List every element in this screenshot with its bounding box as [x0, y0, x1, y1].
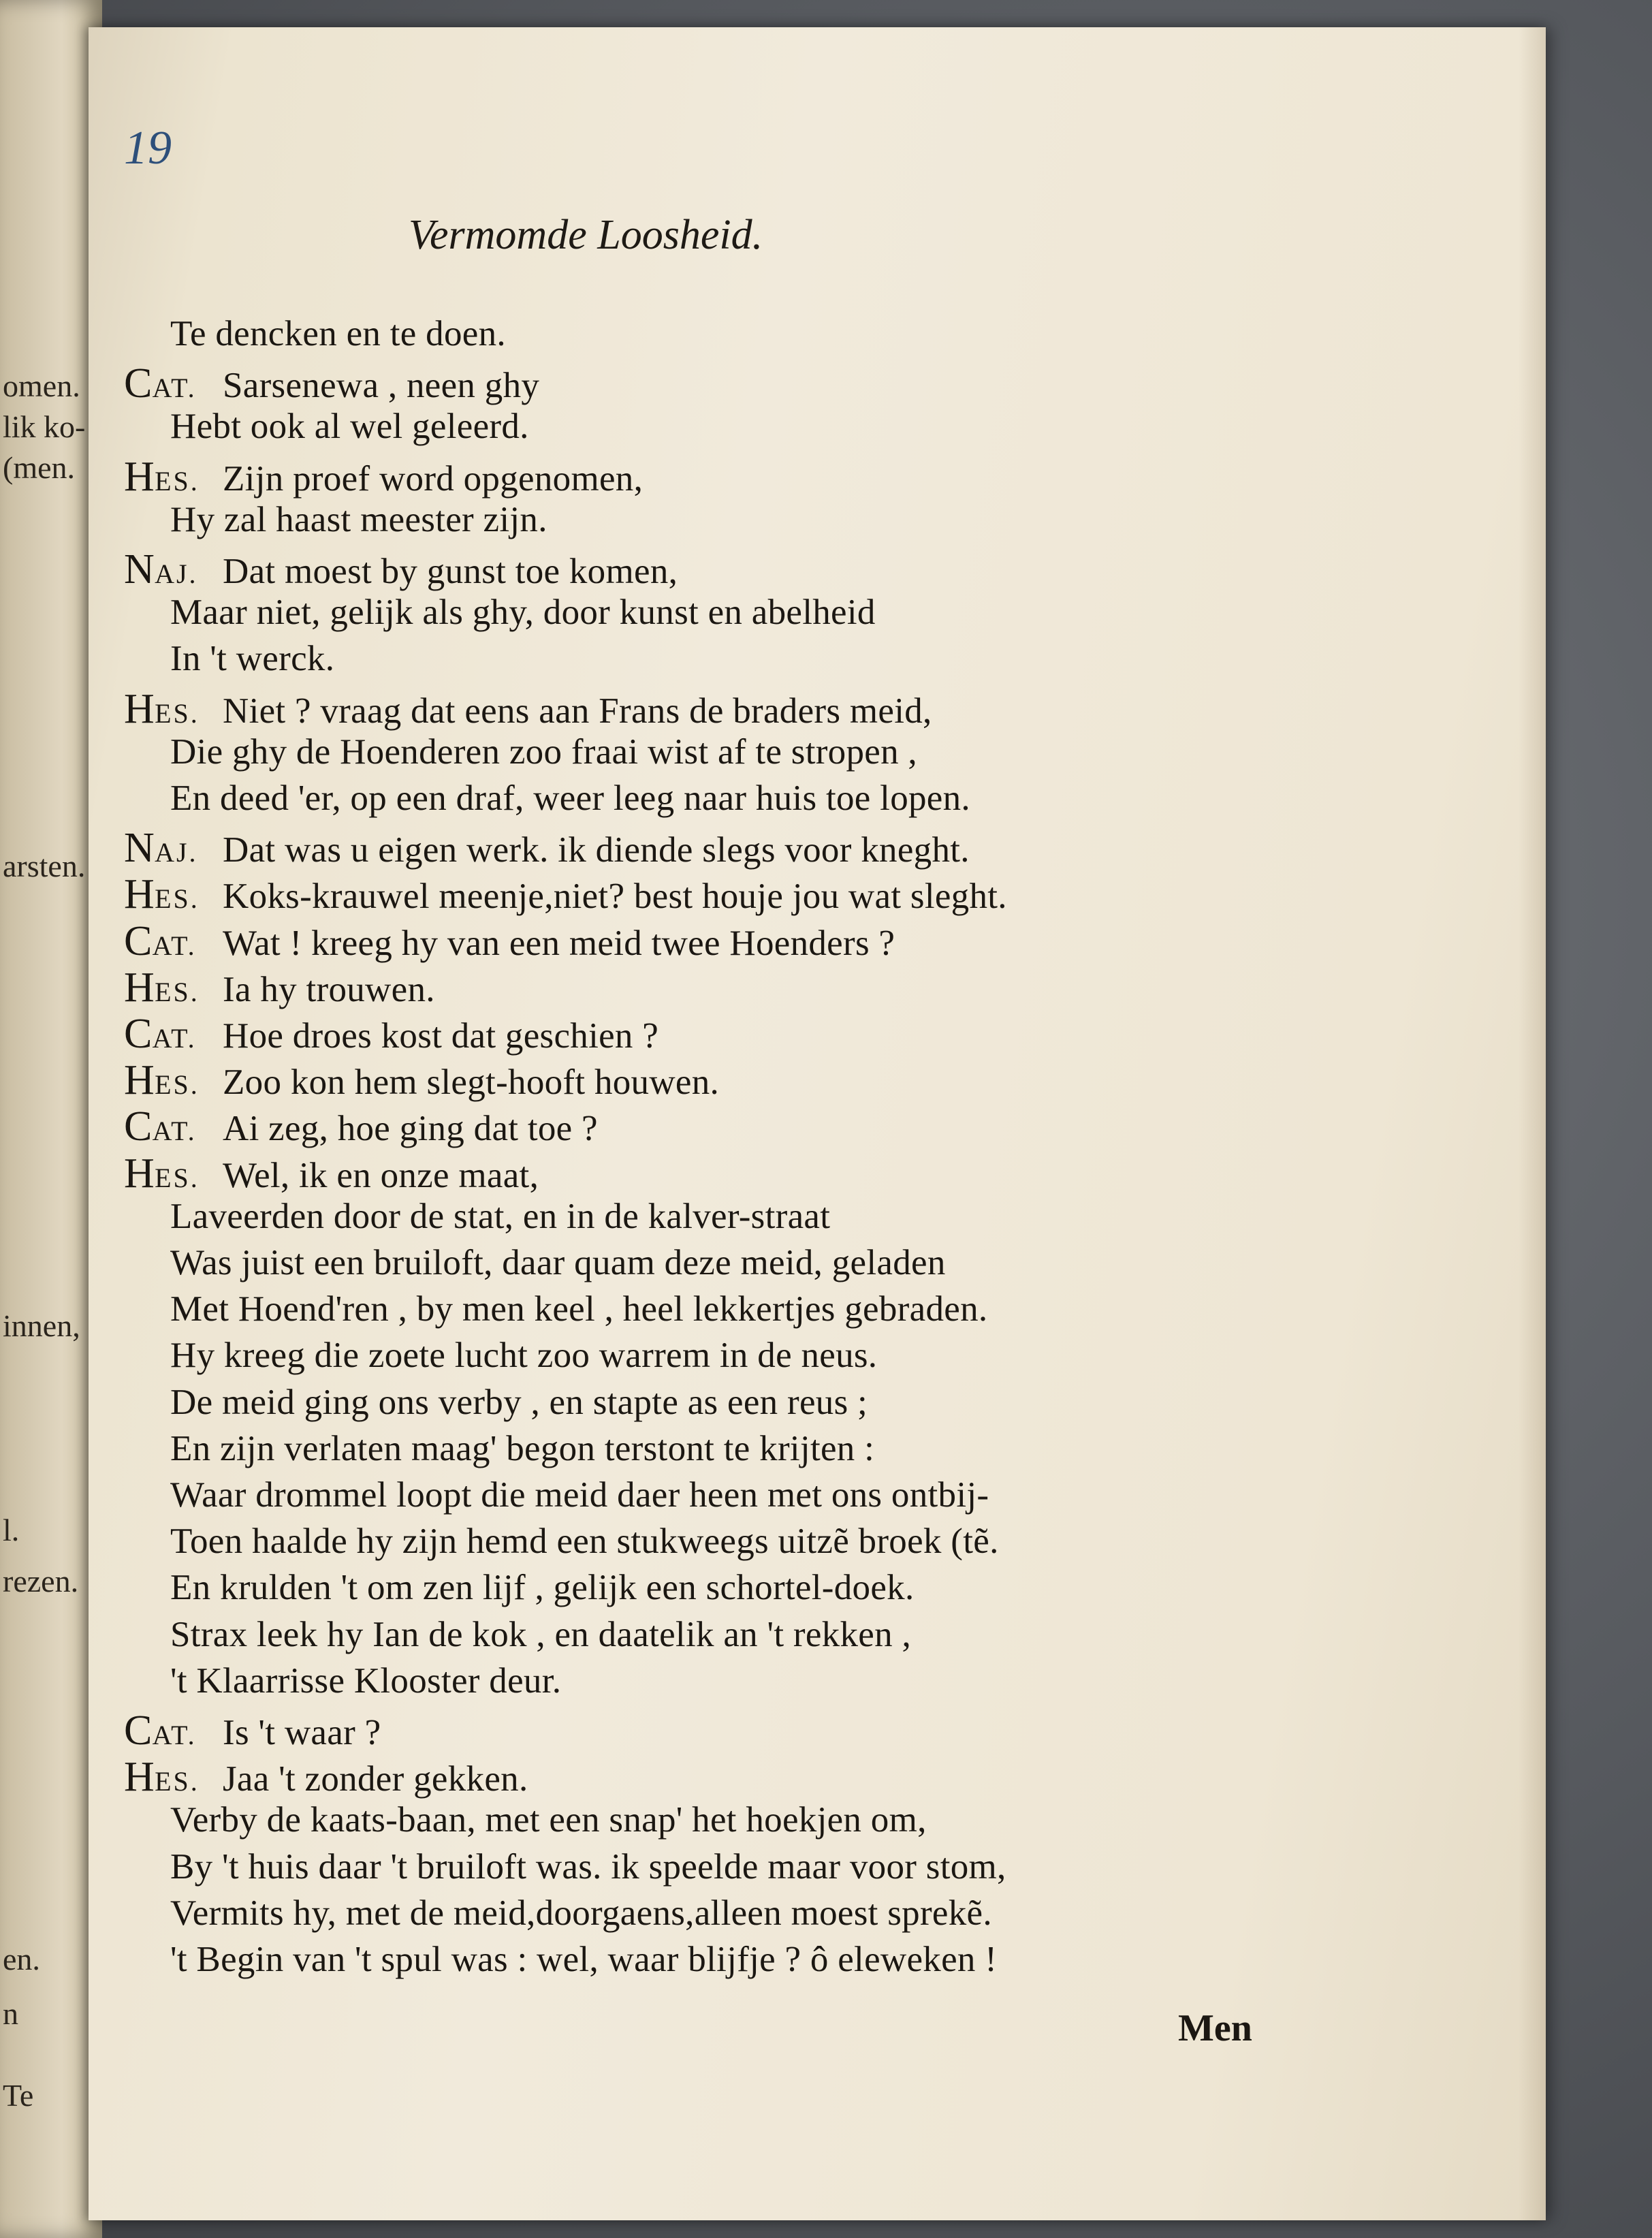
verse-line [170, 1289, 987, 1329]
speaker-line [124, 1707, 381, 1755]
margin-fragment: rezen. [3, 1564, 79, 1598]
verse-line [170, 1893, 992, 1934]
speaker-line [124, 453, 643, 501]
line-text: Maar niet, gelijk als ghy, door kunst en abelheid [170, 593, 876, 633]
line-text: Hoe droes kost dat geschien ? [223, 1016, 659, 1056]
book-page [89, 27, 1546, 2220]
line-text: Ia hy trouwen. [223, 969, 435, 1009]
verse-line [170, 1846, 1006, 1887]
margin-fragment: lik ko- [3, 409, 86, 444]
speaker-line [124, 824, 970, 872]
speaker-line [124, 1150, 539, 1198]
speaker-line [124, 964, 435, 1012]
line-text: Zoo kon hem slegt-hooft houwen. [223, 1062, 720, 1103]
line-text: Hy kreeg die zoete lucht zoo warrem in de neus. [170, 1336, 878, 1376]
verse-line [170, 1428, 874, 1469]
verse-line [170, 1335, 877, 1376]
catchword: Men [1178, 2007, 1252, 2049]
margin-fragment: en. [3, 1942, 40, 1976]
running-head: Vermomde Loosheid. [409, 212, 763, 258]
line-text: Dat was u eigen werk. ik diende slegs voor kneght. [223, 830, 970, 870]
verse-line [170, 731, 917, 772]
speaker-label: CAT. [124, 360, 197, 407]
speaker-line [124, 1010, 658, 1058]
speaker-line [124, 1753, 528, 1801]
speaker-label: HES. [124, 1150, 200, 1197]
verse-line [170, 1660, 561, 1701]
speaker-label: HES. [124, 453, 200, 500]
line-text: Niet ? vraag dat eens aan Frans de braders meid, [223, 691, 932, 731]
margin-fragment: l. [3, 1513, 20, 1547]
speaker-label: HES. [124, 1057, 200, 1104]
line-text: Ai zeg, hoe ging dat toe ? [223, 1109, 598, 1149]
speaker-label: CAT. [124, 917, 197, 964]
speaker-line [124, 360, 539, 408]
speaker-label: HES. [124, 964, 200, 1011]
page-mark: 19 [124, 122, 172, 174]
line-text: 't Klaarrisse Klooster deur. [170, 1660, 562, 1701]
verse-line [170, 1382, 868, 1423]
line-text: Jaa 't zonder gekken. [223, 1759, 528, 1799]
line-text: Is 't waar ? [223, 1713, 381, 1752]
line-text: En zijn verlaten maag' begon terstont te krijten : [170, 1428, 875, 1468]
verse-line [170, 1242, 946, 1283]
verse-line [170, 406, 529, 447]
line-text: Koks-krauwel meenje,niet? best houje jou wat sleght. [223, 877, 1007, 917]
line-text: Dat moest by gunst toe komen, [223, 552, 678, 591]
margin-fragment: arsten. [3, 849, 86, 883]
verse-line [170, 1939, 997, 1980]
line-text: Sarsenewa , neen ghy [223, 366, 540, 406]
line-text: By 't huis daar 't bruiloft was. ik speelde maar voor stom, [170, 1846, 1006, 1887]
line-text: Met Hoend'ren , by men keel , heel lekkertjes gebraden. [170, 1289, 988, 1329]
speaker-line [124, 917, 895, 966]
line-text: Vermits hy, met de meid,doorgaens,alleen moest sprekẽ. [170, 1893, 992, 1933]
verse-line [170, 1521, 999, 1562]
speaker-label: HES. [124, 1754, 200, 1801]
verse-line [170, 499, 547, 540]
facing-page-edge [0, 0, 102, 2238]
margin-fragment: omen. [3, 368, 80, 403]
line-text: Verby de kaats-baan, met een snap' het hoekjen om, [170, 1800, 927, 1840]
line-text: Was juist een bruiloft, daar quam deze meid, geladen [170, 1243, 946, 1282]
speaker-label: HES. [124, 685, 200, 732]
margin-fragment: (men. [3, 450, 76, 485]
speaker-label: NAJ. [124, 546, 198, 593]
speaker-line [124, 1056, 719, 1105]
verse-line [170, 778, 970, 819]
line-text: Waar drommel loopt die meid daer heen met ons ontbij- [170, 1475, 989, 1515]
line-text: Toen haalde hy zijn hemd een stukweegs uitzẽ broek (tẽ. [170, 1522, 999, 1562]
speaker-label: CAT. [124, 1103, 197, 1150]
verse-line [170, 1475, 989, 1515]
margin-fragment: innen, [3, 1308, 80, 1343]
verse-text [89, 27, 1546, 2220]
margin-fragment: Te [3, 2078, 34, 2113]
speaker-line [124, 546, 678, 594]
line-text: Wel, ik en onze maat, [223, 1155, 539, 1195]
line-text: De meid ging ons verby , en stapte as een reus ; [170, 1382, 868, 1422]
line-text: Hy zal haast meester zijn. [170, 499, 547, 539]
speaker-line [124, 870, 1007, 919]
line-text: Te dencken en te doen. [170, 314, 506, 353]
verse-line [170, 1567, 915, 1608]
speaker-label: CAT. [124, 1011, 197, 1057]
speaker-line [124, 685, 932, 734]
verse-line [170, 1799, 927, 1840]
speaker-line [124, 1103, 598, 1151]
margin-fragment: n [3, 1996, 18, 2031]
line-text: Laveerden door de stat, en in de kalver-straat [170, 1196, 831, 1236]
verse-line [170, 313, 506, 354]
line-text: En krulden 't om zen lijf , gelijk een schortel-doek. [170, 1568, 915, 1608]
line-text: En deed 'er, op een draf, weer leeg naar huis toe lopen. [170, 778, 970, 818]
line-text: Zijn proef word opgenomen, [223, 458, 644, 499]
verse-line [170, 638, 334, 679]
line-text: Wat ! kreeg hy van een meid twee Hoenders ? [223, 923, 895, 963]
speaker-label: HES. [124, 871, 200, 918]
verse-line [170, 1614, 911, 1655]
line-text: Strax leek hy Ian de kok , en daatelik an 't rekken , [170, 1614, 912, 1654]
speaker-label: NAJ. [124, 825, 198, 872]
line-text: Die ghy de Hoenderen zoo fraai wist af te stropen , [170, 731, 917, 772]
speaker-label: CAT. [124, 1707, 197, 1754]
verse-line [170, 1196, 830, 1237]
line-text: 't Begin van 't spul was : wel, waar blijfje ? ô eleweken ! [170, 1940, 998, 1979]
verse-line [170, 592, 876, 633]
line-text: Hebt ook al wel geleerd. [170, 407, 529, 447]
line-text: In 't werck. [170, 639, 335, 679]
